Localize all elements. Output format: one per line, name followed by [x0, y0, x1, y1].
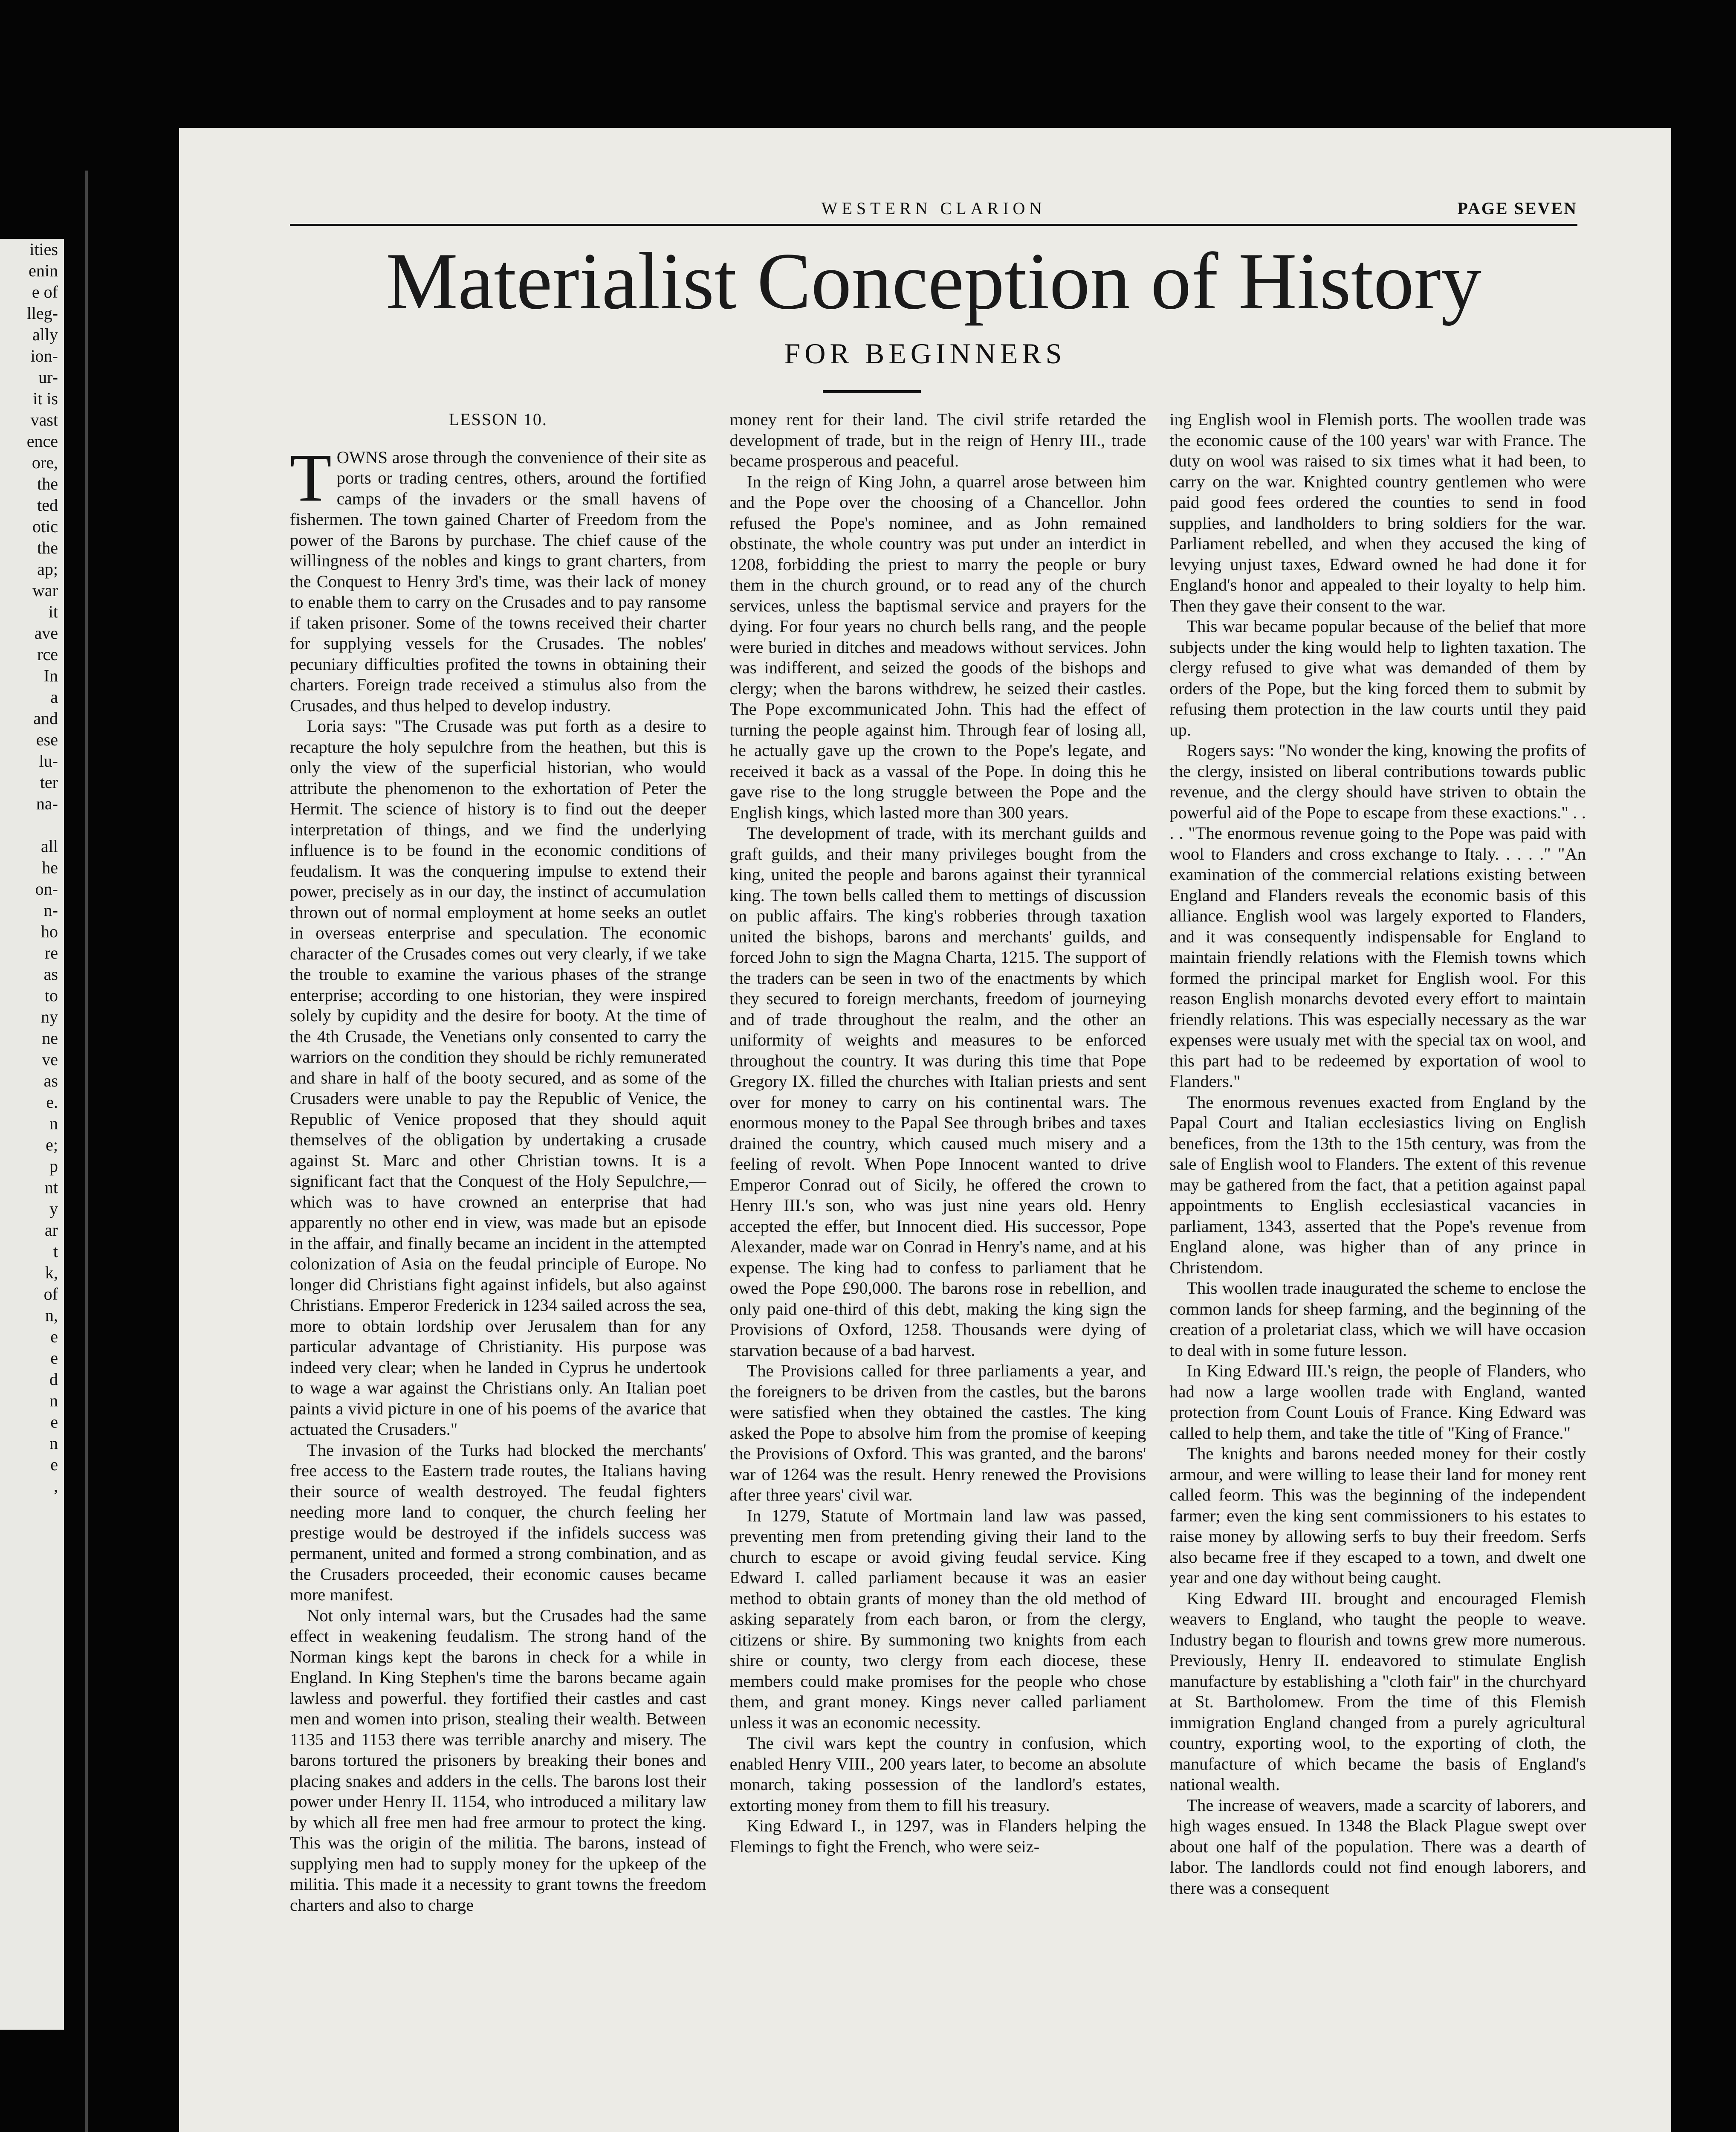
margin-fragment: it	[48, 602, 58, 621]
adjacent-page-fragment	[0, 239, 64, 2030]
paragraph: The civil wars kept the country in confusion, which enabled Henry VIII., 200 years later, to become an absolute monarch, taking possession of the landlord's estates, extorting money from them to fill his treasury.	[729, 1733, 1146, 1815]
margin-fragment: ave	[34, 623, 58, 643]
paragraph: In the reign of King John, a quarrel arose between him and the Pope over the choosing of a Chancellor. John refused the Pope's nominee, and as John remained obstinate, the whole country was put under an interdict in 1208, forbidding the priest to marry the people or bury them in the church ground, or to read any of the church services, unless the baptismal service and prayers for the dying. For four years no church bells rang, and the people were buried in ditches and meadows without services. John was indifferent, and seized the goods of the bishops and clergy; when the barons withdrew, he seized their castles. The Pope excommunicated John. This had the effect of turning the people against him. Through fear of losing all, he actually gave up the crown to the Pope's legate, and received it back as a vassal of the Pope. In doing this he gave rise to the long struggle between the Pope and the English kings, which lasted more than 300 years.	[729, 472, 1146, 822]
paragraph: Rogers says: "No wonder the king, knowing the profits of the clergy, insisted on liberal contributions towards public revenue, and the clergy should have striven to obtain the powerful aid of the Pope to escape from these exactions." . . . . "The enormous revenue going to the Pope was paid with wool to Flanders and cross exchange to Italy. . . . ." "An examination of the commercial relations existing between England and Flanders reveals the economic basis of this alliance. English wool was largely exported to Flanders, and it was consequently indispensable for England to maintain friendly relations with the Flemish towns which formed the principal market for English wool. For this reason English monarchs devoted every effort to maintain friendly relations. This was especially necessary as the war expenses were usualy met with the special tax on wool, and this part had to be redeemed by exportation of wool to Flanders."	[1169, 741, 1586, 1091]
paragraph: The enormous revenues exacted from England by the Papal Court and Italian ecclesiastics living on English benefices, from the 13th to the 15th century, was from the sale of English wool to Flanders. The extent of this revenue may be gathered from the fact, that a petition against papal appointments to English ecclesiastical vacancies in parliament, 1343, asserted that the Pope's revenue from England alone, was higher than of any prince in Christendom.	[1169, 1092, 1586, 1277]
margin-fragment: e.	[46, 1092, 58, 1112]
article-title: Materialist Conception of History	[386, 237, 1481, 326]
margin-fragment: n	[49, 1114, 58, 1133]
publication-name: WESTERN CLARION	[821, 199, 1046, 218]
article-subtitle: FOR BEGINNERS	[784, 337, 1066, 370]
margin-fragment	[0, 1582, 64, 1603]
paragraph: TOWNS arose through the convenience of their site as ports or trading centres, others, around the fortified camps of the invaders or the small havens of fishermen. The town gained Charter of Freedom from the power of the Barons by purchase. The chief cause of the willingness of the nobles and kings to grant charters, from the Conquest to Henry 3rd's time, was their lack of money to enable them to carry on the Crusades and to pay ransome if taken prisoner. Some of the towns received their charter for supplying vessels for the Crusades. The nobles' pecuniary difficulties profited the towns in obtaining their charters. Foreign trade received a stimulus also from the Crusades, and thus helped to develop industry.	[290, 439, 706, 715]
margin-fragment: ese	[36, 730, 58, 749]
paragraph: King Edward III. brought and encouraged Flemish weavers to England, who taught the people to weave. Industry began to flourish and towns grew more numerous. Previously, Henry II. endeavored to stimulate English manufacture by establishing a "cloth fair" in the churchyard at St. Bartholomew. From the time of this Flemish immigration England changed from a purely agricultural country, exporting wool, to the exporting of cloth, the manufacture of which became the basis of England's national wealth.	[1169, 1588, 1586, 1794]
margin-fragment: p	[49, 1156, 58, 1176]
margin-fragment: n-	[43, 901, 58, 920]
margin-fragment: k,	[45, 1263, 58, 1282]
paragraph: The development of trade, with its merchant guilds and graft guilds, and their many privileges bought from the king, united the people and barons against their tyrannical king. The town bells called them to mettings of discussion on public affairs. The king's robberies through taxation united the bishops, barons and merchants' guilds, and forced John to sign the Magna Charta, 1215. The support of the traders can be seen in two of the enactments by which they secured to foreign merchants, freedom of journeying and of trade throughout the realm, and the other an uniformity of weights and measures to be enforced throughout the country. It was during this time that Pope Gregory IX. filled the churches with Italian priests and sent over for money to carry on his continental wars. The enormous money to the Papal See through bribes and taxes drained the country, which caused much misery and a feeling of revolt. When Pope Innocent wanted to drive Emperor Conrad out of Sicily, he offered the crown to Henry III.'s son, who was just nine years old. Henry accepted the effer, but Innocent died. His successor, Pope Alexander, made war on Conrad in Henry's name, and at his expense. The king had to confess to parliament that he owed the Pope £90,000. The barons rose in rebellion, and only paid one-third of this debt, making the king sign the Provisions of Oxford, 1258. Thousands were dying of starvation because of a bad harvest.	[729, 823, 1146, 1360]
paragraph: In King Edward III.'s reign, the people of Flanders, who had now a large woollen trade with England, wanted protection from Count Louis of France. King Edward was called to help them, and take the title of "King of France."	[1169, 1361, 1586, 1443]
margin-fragment: to	[44, 986, 58, 1005]
column-2	[730, 409, 1146, 2123]
margin-fragment: as	[43, 1071, 58, 1090]
margin-fragment: ities	[29, 240, 58, 259]
article-body	[290, 409, 1586, 2123]
margin-fragment: ny	[41, 1007, 58, 1026]
margin-fragment: rce	[37, 645, 58, 664]
margin-fragment: the	[37, 538, 58, 557]
paragraph: This war became popular because of the belief that more subjects under the king would help to lighten taxation. The clergy refused to give what was demanded of them by orders of the Pope, but the king forced them to submit by refusing them protection in the law courts until they paid up.	[1169, 617, 1586, 739]
margin-fragment: t	[53, 1242, 58, 1261]
margin-fragment: it is	[33, 389, 58, 408]
lesson-heading: LESSON 10.	[448, 410, 547, 429]
margin-fragment	[0, 1561, 64, 1582]
margin-fragment	[0, 1539, 64, 1561]
margin-fragment	[0, 1497, 64, 1518]
page-number: PAGE SEVEN	[1457, 199, 1577, 218]
margin-fragment: ,	[54, 1476, 58, 1495]
margin-fragment	[0, 1625, 64, 1646]
margin-fragment: ter	[40, 773, 58, 792]
margin-fragment: otic	[32, 517, 58, 536]
paragraph: The knights and barons needed money for their costly armour, and were willing to lease their land for money rent called feorm. This was the beginning of the independent farmer; even the king sent commissioners to his estates to raise money by allowing serfs to buy their freedom. Serfs also became free if they escaped to a town, and dwelt one year and one day without being caught.	[1169, 1444, 1586, 1587]
paragraph: In 1279, Statute of Mortmain land law was passed, preventing men from pretending giving their land to the church to escape or avoid giving feudal service. King Edward I. called parliament because it was an easier method to obtain grants of money than the old method of asking separately from each baron, or from the clergy, citizens or shire. By summoning two knights from each shire or county, two clergy from each diocese, these members could make promises for the people who chose them, and grant money. Kings never called parliament unless it was an economic necessity.	[729, 1506, 1146, 1732]
running-header	[290, 198, 1577, 226]
margin-fragment: nt	[44, 1178, 58, 1197]
margin-fragment: ted	[37, 495, 58, 515]
paragraph: ing English wool in Flemish ports. The woollen trade was the economic cause of the 100 years' war with France. The duty on wool was raised to six times what it had been, to carry on the war. Knighted country gentlemen who were paid good fees ordered the counties to send in food supplies, and landholders to bring soldiers for the war. Parliament rebelled, and when they accused the king of levying unjust taxes, Edward owned he had done it for England's honor and appealed to their loyalty to help him. Then they gave their consent to the war.	[1169, 410, 1586, 615]
margin-fragment: the	[37, 474, 58, 493]
column-3	[1169, 409, 1586, 2123]
paragraph: The Provisions called for three parliaments a year, and the foreigners to be driven from the castles, but the barons were satisfied when they obtained the castles. The king asked the Pope to absolve him from the promise of keeping the Provisions of Oxford. This was granted, and the barons' war of 1264 was the result. Henry renewed the Provisions after three years' civil war.	[729, 1361, 1146, 1504]
margin-fragment: n	[49, 1434, 58, 1453]
margin-fragment: n,	[45, 1306, 58, 1325]
margin-fragment: enin	[29, 261, 58, 280]
margin-fragment: a	[50, 687, 58, 707]
paragraph: King Edward I., in 1297, was in Flanders helping the Flemings to fight the French, who were seiz-	[729, 1816, 1146, 1856]
margin-fragment: ally	[32, 325, 58, 344]
margin-fragment: as	[43, 965, 58, 984]
margin-fragment: In	[43, 666, 58, 685]
margin-fragment: y	[49, 1199, 58, 1218]
margin-fragment: d	[49, 1370, 58, 1389]
margin-fragment: war	[32, 581, 58, 600]
margin-fragment: e	[50, 1455, 58, 1474]
margin-fragment: e	[50, 1327, 58, 1346]
margin-fragment: ne	[42, 1028, 58, 1048]
margin-fragment: of	[43, 1284, 58, 1304]
margin-fragment: ar	[44, 1220, 58, 1240]
margin-fragment: na-	[36, 794, 58, 813]
margin-fragment: on-	[35, 879, 58, 898]
paragraph: money rent for their land. The civil strife retarded the development of trade, but in the reign of Henry III., trade became prosperous and peaceful.	[729, 410, 1146, 470]
margin-fragment: e	[50, 1348, 58, 1367]
margin-fragment: ence	[26, 432, 58, 451]
margin-fragment: e;	[46, 1135, 58, 1154]
column-1	[290, 409, 706, 2123]
margin-fragment: ve	[42, 1050, 58, 1069]
margin-fragment: he	[42, 858, 58, 877]
margin-fragment: e of	[32, 282, 58, 301]
paragraph: The invasion of the Turks had blocked the merchants' free access to the Eastern trade routes, the Italians having their source of wealth destroyed. The feudal fighters needing more land to conquer, the church feeling her prestige would be destroyed if the infidels success was permanent, united and formed a strong combination, and as the Crusaders proceeded, their economic causes became more manifest.	[290, 1440, 706, 1604]
paragraph: Not only internal wars, but the Crusades had the same effect in weakening feudalism. The strong hand of the Norman kings kept the barons in check for a while in England. In King Stephen's time the barons became again lawless and powerful. they fortified their castles and cast men and women into prison, stealing their wealth. Between 1135 and 1153 there was terrible anarchy and misery. The barons tortured the prisoners by breaking their bones and placing snakes and adders in the cells. The barons lost their power under Henry II. 1154, who introduced a military law by which all free men had free armour to protect the king. This was the origin of the militia. The barons, instead of supplying men had to supply money for the upkeep of the militia. This made it a necessity to grant towns the freedom charters and also to charge	[290, 1605, 706, 1915]
paragraph: The increase of weavers, made a scarcity of laborers, and high wages ensued. In 1348 the Black Plague swept over about one half of the population. There was a dearth of labor. The landlords could not find enough laborers, and there was a consequent	[1169, 1795, 1586, 1897]
paragraph: This woollen trade inaugurated the scheme to enclose the common lands for sheep farming, and the beginning of the creation of a proletariat class, which we will have occasion to deal with in some future lesson.	[1169, 1278, 1586, 1360]
margin-fragment: n	[49, 1391, 58, 1410]
paragraph: Loria says: "The Crusade was put forth as a desire to recapture the holy sepulchre from the heathen, but this is only the view of the superficial historian, who would attribute the phenomenon to the exhortation of Peter the Hermit. The science of history is to find out the deeper interpretation of things, and we find the underlying influence is to be found in the economic conditions of feudalism. It was the conquering impulse to extend their power, precisely as in our day, the instinct of accumulation thrown out of normal employment at home seeks an outlet in overseas enterprise and speculation. The economic character of the Crusades comes out very clearly, if we take the trouble to examine the various phases of the strange enterprise; according to one historian, they were inspired solely by cupidity and the desire for booty. At the time of the 4th Crusade, the Venetians only consented to carry the warriors on the condition they should be richly remunerated and share in half of the booty secured, and as some of the Crusaders were unable to pay the Republic of Venice, the Republic of Venice proposed that they should aquit themselves of the obligation by undertaking a crusade against St. Marc and other Christian towns. It is a significant fact that the Conquest of the Holy Sepulchre,—which was to have crowned an enterprise that had apparently no other end in view, was made but an episode in the affair, and finally became an incident in the attempted colonization of Asia on the feudal principle of Europe. No longer did Christians fight against infidels, but also against Christians. Emperor Frederick in 1234 sailed across the sea, more to obtain lordship over Jerusalem than for any particular advantage of Christianity. His purpose was indeed very clear; when he landed in Cyprus he undertook to wage a war against the Christians only. An Italian poet paints a vivid picture in one of his poems of the avarice that actuated the Crusaders."	[290, 716, 706, 1439]
margin-fragment	[0, 1603, 64, 1625]
margin-fragment: vast	[30, 410, 58, 429]
margin-fragment: ion-	[30, 346, 58, 365]
drop-cap: T	[290, 439, 332, 516]
subtitle-rule	[823, 390, 921, 393]
margin-fragment: e	[50, 1412, 58, 1431]
margin-fragment: ap;	[37, 559, 58, 579]
margin-fragment	[0, 1518, 64, 1539]
margin-fragment: lu-	[39, 751, 58, 771]
binding-shadow	[85, 171, 88, 2132]
newspaper-page	[179, 128, 1671, 2132]
margin-fragment: ore,	[32, 453, 58, 472]
margin-fragment	[0, 814, 64, 836]
margin-fragment: all	[41, 837, 58, 856]
margin-fragment: ur-	[38, 368, 58, 387]
margin-fragment: lleg-	[26, 304, 58, 323]
margin-fragment: and	[33, 709, 58, 728]
margin-fragment: re	[44, 943, 58, 962]
margin-fragment: ho	[41, 922, 58, 941]
